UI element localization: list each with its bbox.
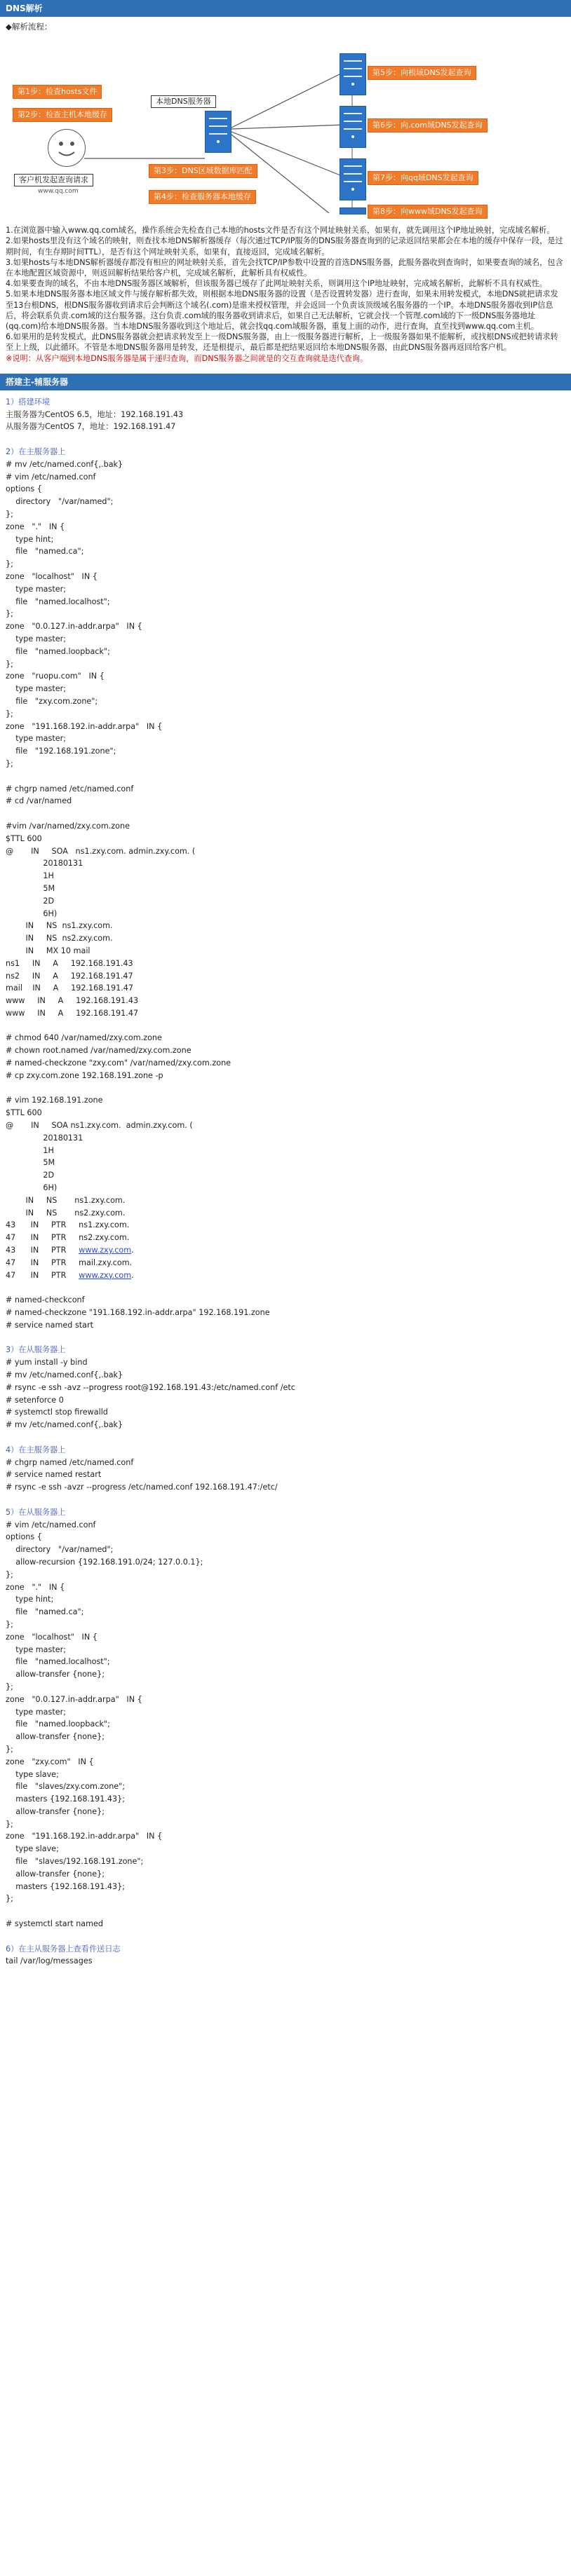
code-line: type master; [6, 584, 66, 594]
code-line: # cd /var/named [6, 796, 72, 806]
code-line: options { [6, 484, 42, 494]
code-line: 43 IN PTR www.zxy.com. [6, 1246, 134, 1255]
code-line: file "192.168.191.zone"; [6, 747, 116, 756]
code-line: # named-checkzone "191.168.192.in-addr.arpa" 192.168.191.zone [6, 1308, 270, 1318]
qq-dns-server-icon [340, 158, 366, 200]
step-heading: 3）在从服务器上 [6, 1345, 66, 1355]
step-heading: 2）在主服务器上 [6, 447, 66, 457]
code-line: www IN A 192.168.191.47 [6, 1008, 139, 1018]
client-domain: www.qq.com [38, 188, 79, 195]
step-5-root: 第5步：向根域DNS发起查询 [368, 66, 476, 80]
code-line: }; [6, 1819, 13, 1829]
code-line: zone "localhost" IN { [6, 1632, 98, 1642]
code-block [0, 396, 571, 1968]
code-line [6, 1431, 565, 1444]
paragraph-5: 5.如果本地DNS服务器本地区域文件与缓存解析都失效，则根据本地DNS服务器的设置（是否设置转发器）进行查询，如果未用转发模式，本地DNS就把请求发至13台根DNS，根DNS服务器收到请求后会判断这个域名(.com)是谁来授权管理，并会返回一个负责该顶级域名服务器的一个IP。本地DNS服务器收到IP信息后，将会联系负责.com域的这台服务器。这台负责.com域的服务器收到请求后，如果自己无法解析，它就会找一个管理.com域的下一级DNS服务器地址(qq.com)给本地DNS服务器。当本地DNS服务器收到这个地址后，就会找qq.com域服务器，重复上面的动作，进行查询，直至找到www.qq.com主机。 [6, 289, 558, 332]
code-line: # chown root.named /var/named/zxy.com.zone [6, 1046, 192, 1056]
code-line: file "named.loopback"; [6, 1719, 110, 1729]
code-line: }; [6, 1744, 13, 1754]
paragraph-4: 4.如果要查询的域名，不由本地DNS服务器区域解析，但该服务器已缓存了此网址映射关系，则调用这个IP地址映射，完成域名解析，此解析不具有权威性。 [6, 279, 547, 289]
code-line: IN NS ns2.zxy.com. [6, 1208, 126, 1218]
code-line: }; [6, 559, 13, 569]
code-line: @ IN SOA ns1.zxy.com. admin.zxy.com. ( [6, 846, 196, 856]
com-dns-server-icon [340, 106, 366, 148]
code-line: allow-recursion {192.168.191.0/24; 127.0.0.1}; [6, 1557, 203, 1567]
code-line: 1H [6, 1145, 54, 1155]
code-line: # mv /etc/named.conf{,.bak} [6, 1420, 123, 1430]
code-line: IN NS ns1.zxy.com. [6, 921, 113, 931]
client-label: 客户机发起查询请求 [14, 174, 93, 186]
code-line [6, 1494, 565, 1506]
step-4-server-cache: 第4步：检查服务器本地缓存 [149, 190, 256, 204]
code-line: file "slaves/zxy.com.zone"; [6, 1782, 126, 1792]
code-line: # chgrp named /etc/named.conf [6, 784, 134, 793]
code-line: mail IN A 192.168.191.47 [6, 983, 134, 993]
code-line: 47 IN PTR www.zxy.com. [6, 1270, 134, 1280]
code-line: # vim /etc/named.conf [6, 1520, 96, 1529]
code-line: tail /var/log/messages [6, 1956, 93, 1966]
code-line: options { [6, 1532, 42, 1542]
code-line [6, 1082, 565, 1095]
code-line: ns1 IN A 192.168.191.43 [6, 958, 133, 968]
code-line: # vim 192.168.191.zone [6, 1096, 103, 1105]
code-line: zone "0.0.127.in-addr.arpa" IN { [6, 1694, 142, 1704]
code-line: allow-transfer {none}; [6, 1806, 105, 1816]
code-line: zone "." IN { [6, 522, 65, 531]
code-line: 47 IN PTR ns2.zxy.com. [6, 1233, 130, 1243]
code-line: # rsync -e ssh -avzr --progress /etc/named.conf 192.168.191.47:/etc/ [6, 1483, 278, 1492]
step-heading: 5）在从服务器上 [6, 1507, 66, 1517]
code-line [6, 770, 565, 783]
code-line: }; [6, 1894, 13, 1904]
code-line: file "named.localhost"; [6, 1657, 110, 1667]
code-line: IN NS ns2.zxy.com. [6, 934, 113, 943]
step-8-www: 第8步：向www域DNS发起查询 [368, 205, 488, 219]
step-heading: 6）在主从服务器上查看件送日志 [6, 1944, 121, 1954]
code-line: zone "191.168.192.in-addr.arpa" IN { [6, 1832, 163, 1841]
code-line: 2D [6, 896, 55, 906]
code-line: # named-checkzone "zxy.com" /var/named/zxy.com.zone [6, 1058, 231, 1068]
step-heading: 4）在主服务器上 [6, 1445, 66, 1454]
code-line: type hint; [6, 1595, 54, 1604]
code-line: masters {192.168.191.43}; [6, 1794, 126, 1804]
code-line: file "named.loopback"; [6, 646, 110, 656]
code-line: zone "localhost" IN { [6, 572, 98, 581]
domain-link[interactable]: www.zxy.com [79, 1246, 132, 1255]
code-line: IN MX 10 mail [6, 946, 90, 955]
code-line: www IN A 192.168.191.43 [6, 996, 139, 1006]
paragraph-1: 1.在浏览器中输入www.qq.com域名，操作系统会先检查自己本地的hosts文件是否有这个网址映射关系，如果有，就先调用这个IP地址映射，完成域名解析。 [6, 226, 555, 236]
code-line: # vim /etc/named.conf [6, 472, 96, 482]
code-line: $TTL 600 [6, 1108, 42, 1118]
code-line: type master; [6, 634, 66, 643]
code-line [6, 433, 565, 446]
step-heading: 1）搭建环境 [6, 397, 51, 407]
code-line: ns2 IN A 192.168.191.47 [6, 971, 133, 981]
code-line: }; [6, 1569, 13, 1579]
code-line: type master; [6, 734, 66, 744]
code-line: 从服务器为CentOS 7，地址：192.168.191.47 [6, 422, 176, 432]
code-line: # mv /etc/named.conf{,.bak} [6, 1370, 123, 1379]
code-line [6, 1332, 565, 1344]
dns-explanation [0, 207, 571, 364]
code-line: file "slaves/192.168.191.zone"; [6, 1857, 144, 1867]
note-recursive: 递归查询 [154, 353, 187, 363]
code-line: # chmod 640 /var/named/zxy.com.zone [6, 1033, 162, 1043]
code-line: 6H) [6, 1183, 58, 1193]
code-line: 5M [6, 1158, 55, 1168]
local-dns-server-icon [205, 111, 231, 153]
code-line: file "named.localhost"; [6, 597, 110, 606]
note-prefix: ※说明：从客户端到本地DNS服务器是属于 [6, 353, 155, 363]
paragraph-3: 3.如果hosts与本地DNS解析器缓存都没有相应的网址映射关系，首先会找TCP/IP参数中设置的首选DNS服务器，此服务器收到查询时，如果要查询的域名，包含在本地配置区域资源中，则返回解析结果给客户机，完成域名解析，此解析具有权威性。 [6, 257, 563, 278]
code-line [6, 1020, 565, 1033]
code-line: #vim /var/named/zxy.com.zone [6, 821, 130, 831]
step-3-zone-db: 第3步：DNS区域数据库匹配 [149, 164, 257, 178]
www-dns-server-icon [340, 207, 366, 214]
code-line: allow-transfer {none}; [6, 1670, 105, 1679]
code-line: }; [6, 510, 13, 519]
code-line: 20180131 [6, 859, 83, 868]
code-line: 1H [6, 871, 54, 881]
code-line [6, 1905, 565, 1918]
note-iterative: 迭代查询 [328, 353, 361, 363]
code-line: 20180131 [6, 1133, 83, 1143]
section-header-dns: DNS解析 [0, 0, 571, 17]
paragraph-2: 2.如果hosts里没有这个域名的映射，则查找本地DNS解析器缓存（每次通过TCP/IP服务的DNS服务器查询到的记录返回结果都会在本地的缓存中保存一段，是过期时间，有生存期时间TTL），是否有这个网址映射关系，如果有，直接返回，完成域名解析。 [6, 236, 563, 257]
code-line: zone "191.168.192.in-addr.arpa" IN { [6, 721, 163, 731]
code-line: file "named.ca"; [6, 1607, 84, 1617]
code-line: zone "." IN { [6, 1582, 65, 1592]
flow-label: ◆解析流程： [6, 22, 53, 32]
code-line: }; [6, 659, 13, 669]
code-line: file "zxy.com.zone"; [6, 696, 98, 706]
code-line: type slave; [6, 1844, 59, 1854]
code-line: allow-transfer {none}; [6, 1869, 105, 1879]
note-middle: ，而DNS服务器之间就是的交互查询就是 [186, 353, 329, 363]
code-line: 主服务器为CentOS 6.5，地址：192.168.191.43 [6, 409, 184, 419]
domain-link[interactable]: www.zxy.com [79, 1270, 132, 1280]
code-line: # named-checkconf [6, 1295, 85, 1305]
note-suffix: 。 [360, 353, 368, 363]
code-line: zone "0.0.127.in-addr.arpa" IN { [6, 622, 142, 632]
client-smiley-icon [48, 129, 86, 167]
code-line: 43 IN PTR ns1.zxy.com. [6, 1220, 130, 1230]
code-line: # rsync -e ssh -avz --progress root@192.168.191.43:/etc/named.conf /etc [6, 1382, 295, 1392]
code-line: }; [6, 1619, 13, 1629]
code-line [6, 1281, 565, 1294]
code-line: 5M [6, 883, 55, 893]
code-line: }; [6, 1682, 13, 1691]
code-line: # cp zxy.com.zone 192.168.191.zone -p [6, 1070, 163, 1080]
code-line: # systemctl start named [6, 1919, 104, 1929]
code-line: # chgrp named /etc/named.conf [6, 1457, 134, 1467]
code-line: zone "zxy.com" IN { [6, 1757, 94, 1766]
code-line: masters {192.168.191.43}; [6, 1881, 126, 1891]
code-line: $TTL 600 [6, 833, 42, 843]
code-line: directory "/var/named"; [6, 497, 114, 507]
code-line: }; [6, 709, 13, 718]
code-line: 6H) [6, 908, 58, 918]
code-line: # service named restart [6, 1470, 102, 1480]
root-dns-server-icon [340, 53, 366, 95]
code-line: type slave; [6, 1769, 59, 1779]
step-1-hosts: 第1步：检查hosts文件 [13, 85, 102, 99]
code-line: directory "/var/named"; [6, 1545, 114, 1555]
dns-flow-diagram [0, 32, 571, 213]
code-line: 47 IN PTR mail.zxy.com. [6, 1258, 133, 1267]
code-line: 2D [6, 1171, 55, 1180]
code-line: allow-transfer {none}; [6, 1732, 105, 1742]
local-dns-server-label: 本地DNS服务器 [151, 95, 216, 108]
code-line: }; [6, 609, 13, 619]
step-7-qq: 第7步：向qq域DNS发起查询 [368, 171, 478, 185]
code-line: @ IN SOA ns1.zxy.com. admin.zxy.com. ( [6, 1121, 193, 1131]
code-line: IN NS ns1.zxy.com. [6, 1195, 126, 1205]
code-line: type master; [6, 1707, 66, 1717]
code-line [6, 807, 565, 820]
note [6, 353, 565, 364]
code-line: type master; [6, 684, 66, 694]
step-2-local-cache: 第2步：检查主机本地缓存 [13, 108, 112, 122]
code-line: # mv /etc/named.conf{,.bak} [6, 459, 123, 469]
code-line: }; [6, 758, 13, 768]
code-line: file "named.ca"; [6, 547, 84, 557]
code-line: # service named start [6, 1320, 94, 1330]
code-line: # yum install -y bind [6, 1358, 88, 1368]
code-line: type master; [6, 1644, 66, 1654]
section-header-master-slave: 搭建主-辅服务器 [0, 374, 571, 390]
code-line [6, 1930, 565, 1943]
paragraph-6: 6.如果用的是转发模式，此DNS服务器就会把请求转发至上一级DNS服务器，由上一级服务器进行解析，上一级服务器如果不能解析，或找根DNS或把转请求转至上上级，以此循环。不管是本地DNS服务器用是转发，还是根提示，最后都是把结果返回给本地DNS服务器，由此DNS服务器再返回给客户机。 [6, 332, 558, 353]
step-6-com: 第6步：向.com域DNS发起查询 [368, 118, 488, 132]
code-line: # setenforce 0 [6, 1395, 64, 1405]
code-line: type hint; [6, 534, 54, 544]
code-line: zone "ruopu.com" IN { [6, 672, 105, 681]
code-line: # systemctl stop firewalld [6, 1408, 108, 1417]
